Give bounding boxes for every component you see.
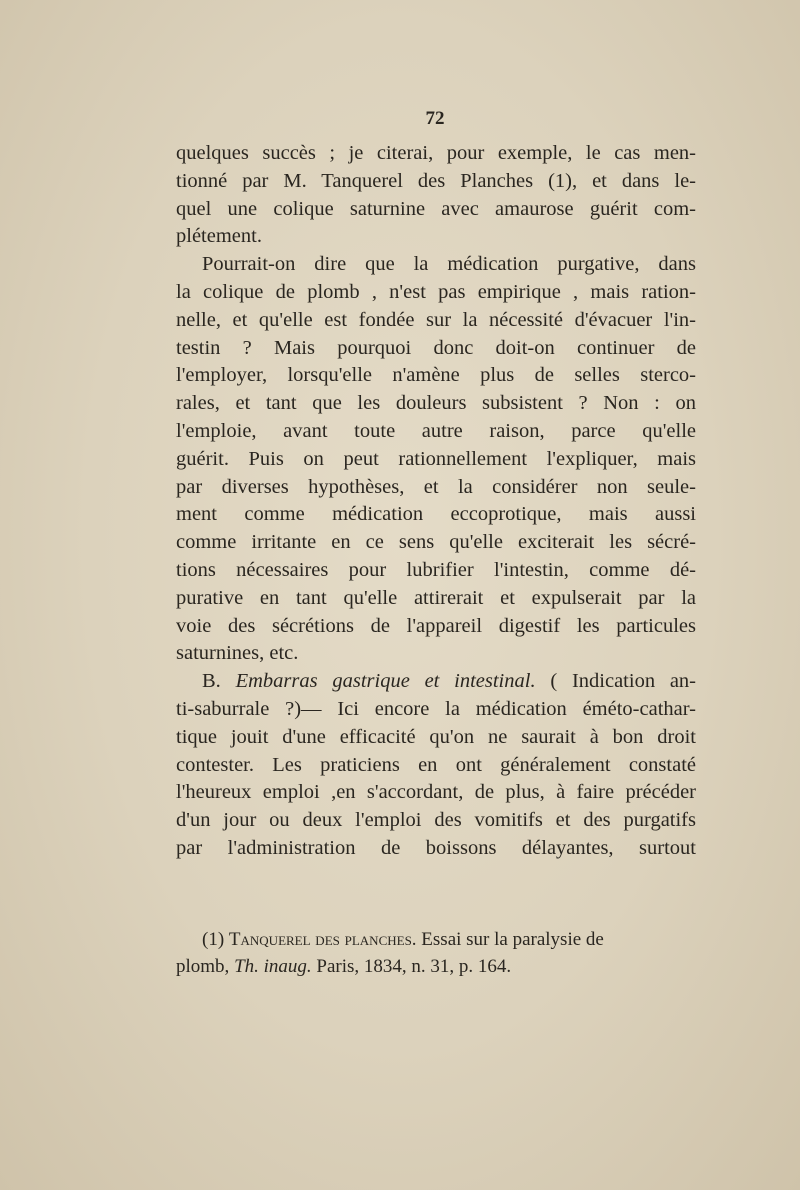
text-line: par l'administration de boissons délayantes, surtout: [176, 836, 696, 859]
text-line: comme irritante en ce sens qu'elle exciterait les sécré-: [176, 531, 696, 554]
text-line: l'emploie, avant toute autre raison, parce qu'elle: [176, 419, 696, 442]
text-line: quelques succès ; je citerai, pour exemple, le cas men-: [176, 142, 696, 164]
text-line: saturnines, etc.: [176, 642, 299, 665]
section-heading-rest: ( Indication an-: [550, 670, 697, 693]
section-label: B.: [202, 670, 221, 693]
text-line: tionné par M. Tanquerel des Planches (1), et dans le-: [176, 169, 696, 192]
footnote-author: Tanquerel des planches.: [228, 929, 417, 950]
footnote-text: Essai sur la paralysie de: [421, 929, 604, 950]
text-line: rales, et tant que les douleurs subsistent ? Non : on: [176, 392, 696, 415]
text-line: la colique de plomb , n'est pas empirique , mais ration-: [176, 280, 696, 303]
section-heading-line: [176, 668, 696, 696]
footnote-line: [176, 953, 692, 980]
text-line: nelle, et qu'elle est fondée sur la nécessité d'évacuer l'in-: [176, 308, 696, 331]
text-line: l'heureux emploi ,en s'accordant, de plus, à faire précéder: [176, 781, 696, 804]
footnote-text: plomb,: [176, 956, 230, 977]
page-number: 72: [425, 108, 445, 129]
text-line: tions nécessaires pour lubrifier l'intestin, comme dé-: [176, 558, 696, 581]
footnote: [176, 926, 692, 980]
text-line: guérit. Puis on peut rationnellement l'expliquer, mais: [176, 447, 696, 470]
main-text: [176, 140, 696, 863]
text-line: plétement.: [176, 225, 262, 248]
text-line: d'un jour ou deux l'emploi des vomitifs et des purgatifs: [176, 809, 696, 832]
text-line: contester. Les praticiens en ont généralement constaté: [176, 753, 696, 776]
text-line: ment comme médication eccoprotique, mais aussi: [176, 503, 696, 526]
footnote-thesis: Th. inaug.: [234, 956, 312, 977]
text-line: Pourrait-on dire que la médication purgative, dans: [202, 253, 696, 276]
text-line: tique jouit d'une efficacité qu'on ne saurait à bon droit: [176, 725, 696, 748]
section-title: Embarras gastrique et intestinal.: [235, 670, 536, 693]
text-line: purative en tant qu'elle attirerait et expulserait par la: [176, 586, 696, 609]
text-line: ti-saburrale ?)— Ici encore la médication éméto-cathar-: [176, 697, 696, 720]
text-line: testin ? Mais pourquoi donc doit-on continuer de: [176, 336, 696, 359]
footnote-line: [176, 926, 692, 953]
text-line: voie des sécrétions de l'appareil digestif les particules: [176, 614, 696, 637]
text-line: par diverses hypothèses, et la considérer non seule-: [176, 475, 696, 498]
text-line: l'employer, lorsqu'elle n'amène plus de selles sterco-: [176, 364, 696, 387]
footnote-marker: (1): [202, 929, 225, 950]
footnote-citation: Paris, 1834, n. 31, p. 164.: [316, 956, 512, 977]
text-line: quel une colique saturnine avec amaurose guérit com-: [176, 197, 696, 220]
